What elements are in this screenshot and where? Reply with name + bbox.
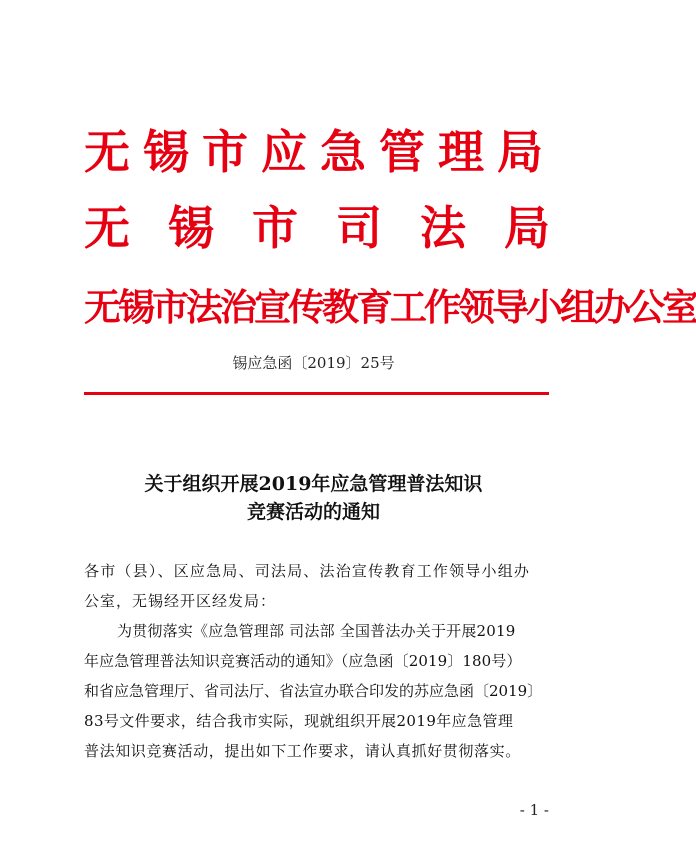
body-text-line: 和省应急管理厅、省司法厅、省法宣办联合印发的苏应急函〔2019〕 (84, 682, 543, 700)
issuing-org-emergency-bureau: 无锡市应急管理局 (84, 125, 556, 179)
document-title-line-2: 竞赛活动的通知 (246, 501, 380, 523)
body-text-line: 公室，无锡经开区经发局： (84, 592, 277, 610)
document-number: 锡应急函〔2019〕25号 (232, 354, 395, 372)
body-text-line: 普法知识竞赛活动，提出如下工作要求，请认真抓好贯彻落实。 (84, 742, 521, 760)
issuing-org-legal-education-office: 无锡市法治宣传教育工作领导小组办公室 (84, 285, 696, 329)
document-title-line-1: 关于组织开展2019年应急管理普法知识 (144, 473, 483, 495)
letterhead-divider (84, 392, 549, 395)
body-text-line: 年应急管理普法知识竞赛活动的通知》（应急函〔2019〕180号） (84, 652, 522, 670)
issuing-org-justice-bureau: 无锡市司法局 (84, 201, 588, 255)
page-number: - 1 - (519, 801, 549, 819)
body-text-line: 83号文件要求，结合我市实际，现就组织开展2019年应急管理 (84, 712, 514, 730)
body-text-line: 各市（县）、区应急局、司法局、法治宣传教育工作领导小组办 (84, 562, 531, 580)
body-text-line: 为贯彻落实《应急管理部 司法部 全国普法办关于开展2019 (117, 622, 516, 640)
